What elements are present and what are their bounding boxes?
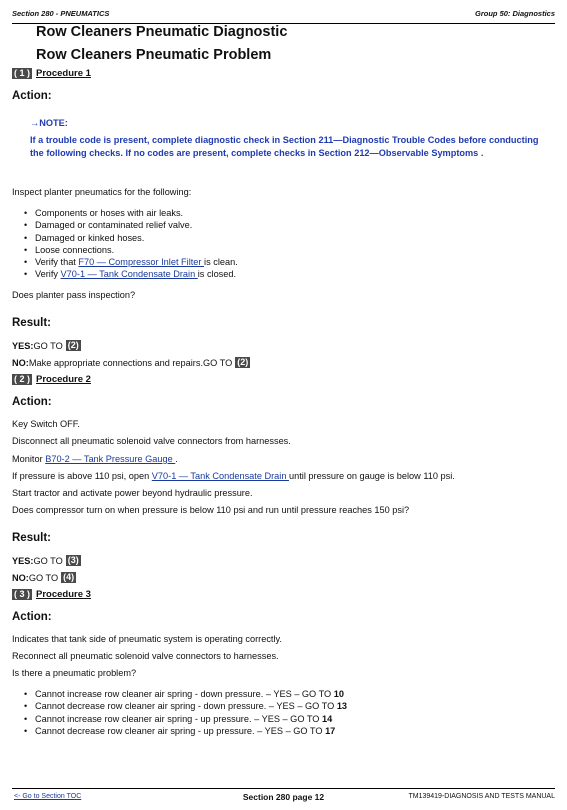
procedure-1-yes-answer: YES: GO TO (2): [12, 340, 79, 351]
note-label: →NOTE:: [30, 118, 68, 128]
procedure-3-options: [24, 688, 347, 737]
section-toc-link[interactable]: <- Go to Section TOC: [14, 793, 82, 800]
procedure-2-yes-answer: YES: GO TO (3): [12, 555, 79, 566]
page-header: [12, 9, 555, 24]
procedure-2-title[interactable]: Procedure 2: [36, 374, 91, 385]
list-item: • Components or hoses with air leaks.: [24, 207, 238, 219]
goto-procedure-3-link[interactable]: (3): [67, 555, 79, 565]
procedure-2-action-heading: Action:: [12, 396, 52, 408]
goto-procedure-4-link[interactable]: (4): [63, 572, 75, 582]
page-footer: [12, 788, 555, 803]
page-subtitle: Row Cleaners Pneumatic Problem: [36, 47, 272, 63]
tank-pressure-gauge-link[interactable]: B70-2 — Tank Pressure Gauge: [45, 454, 176, 464]
procedure-3-question: Is there a pneumatic problem?: [12, 668, 137, 678]
header-section: Section 280 - PNEUMATICS: [12, 9, 110, 18]
procedure-1-question: Does planter pass inspection?: [12, 290, 136, 300]
procedure-2-step: Start tractor and activate power beyond hydraulic pressure.: [12, 488, 253, 498]
procedure-1-intro: Inspect planter pneumatics for the following:: [12, 187, 192, 197]
note-text: If a trouble code is present, complete diagnostic check in Section 211—Diagnostic Trouble Codes before conducting the following checks. If no codes are present, complete checks in Section 212—Observable Symptoms .: [30, 135, 539, 158]
goto-step-link[interactable]: 17: [325, 725, 336, 736]
procedure-2-step: If pressure is above 110 psi, open V70-1 — Tank Condensate Drain until pressure on gauge is below 110 psi.: [12, 471, 455, 481]
manual-id: TM139419-DIAGNOSIS AND TESTS MANUAL: [408, 793, 555, 800]
tank-condensate-drain-link[interactable]: V70-1 — Tank Condensate Drain: [60, 269, 198, 280]
header-group: Group 50: Diagnostics: [474, 9, 555, 18]
procedure-3-title[interactable]: Procedure 3: [36, 589, 91, 600]
procedure-2-number: ( 2 ): [14, 374, 31, 384]
goto-procedure-2-link[interactable]: (2): [237, 357, 249, 367]
procedure-1-heading: [12, 68, 91, 79]
list-item: • Cannot increase row cleaner air spring - down pressure. – YES – GO TO 10: [24, 688, 347, 700]
compressor-inlet-filter-link[interactable]: F70 — Compressor Inlet Filter: [78, 257, 205, 268]
procedure-3-step: Indicates that tank side of pneumatic system is operating correctly.: [12, 634, 282, 644]
procedure-2-step: Key Switch OFF.: [12, 419, 80, 429]
page-number: Section 280 page 12: [242, 792, 325, 802]
procedure-2-result-heading: Result:: [12, 532, 51, 544]
list-item: • Verify that F70 — Compressor Inlet Filter is clean.: [24, 256, 238, 268]
procedure-3-action-heading: Action:: [12, 611, 52, 623]
goto-step-link[interactable]: 13: [336, 701, 348, 712]
tank-condensate-drain-link[interactable]: V70-1 — Tank Condensate Drain: [151, 471, 289, 481]
procedure-2-question: Does compressor turn on when pressure is below 110 psi and run until pressure reaches 150 psi?: [12, 505, 410, 515]
procedure-1-number: ( 1 ): [14, 68, 31, 78]
procedure-1-checklist: [24, 207, 238, 281]
goto-step-link[interactable]: 10: [333, 689, 344, 699]
goto-procedure-2-link[interactable]: (2): [67, 340, 79, 350]
procedure-1-result-heading: Result:: [12, 317, 51, 329]
list-item: • Damaged or kinked hoses.: [24, 232, 238, 244]
procedure-3-heading: [12, 589, 91, 600]
procedure-2-step: Monitor B70-2 — Tank Pressure Gauge .: [12, 454, 178, 464]
procedure-3-step: Reconnect all pneumatic solenoid valve connectors to harnesses.: [12, 651, 279, 661]
procedure-2-no-answer: NO: GO TO (4): [12, 572, 75, 583]
procedure-1-title[interactable]: Procedure 1: [36, 68, 91, 79]
list-item: • Loose connections.: [24, 244, 238, 256]
list-item: • Cannot increase row cleaner air spring - up pressure. – YES – GO TO 14: [24, 713, 347, 725]
procedure-2-step: Disconnect all pneumatic solenoid valve connectors from harnesses.: [12, 436, 291, 446]
list-item: • Verify V70-1 — Tank Condensate Drain is closed.: [24, 268, 238, 280]
procedure-2-heading: [12, 374, 91, 385]
list-item: • Damaged or contaminated relief valve.: [24, 219, 238, 231]
list-item: • Cannot decrease row cleaner air spring - down pressure. – YES – GO TO 13: [24, 700, 347, 712]
procedure-1-no-answer: NO: Make appropriate connections and repairs.GO TO (2): [12, 357, 249, 368]
page-title: Row Cleaners Pneumatic Diagnostic: [36, 24, 288, 40]
procedure-1-action-heading: Action:: [12, 90, 52, 102]
goto-step-link[interactable]: 14: [322, 713, 333, 724]
procedure-3-number: ( 3 ): [14, 589, 31, 599]
list-item: • Cannot decrease row cleaner air spring - up pressure. – YES – GO TO 17: [24, 725, 347, 737]
